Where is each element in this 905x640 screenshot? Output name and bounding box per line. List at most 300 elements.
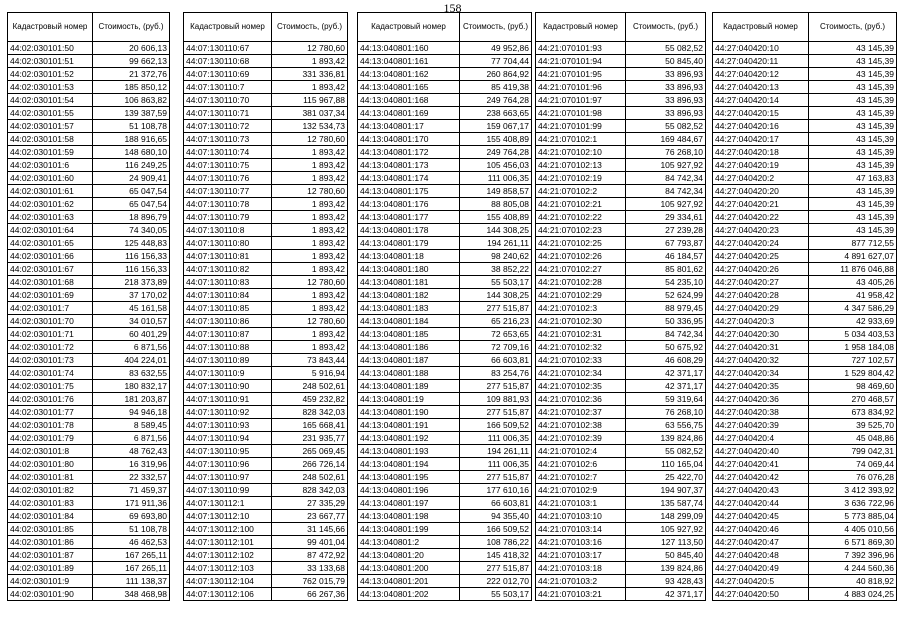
cost-cell: 43 145,39: [809, 107, 897, 120]
cost-cell: 115 967,88: [272, 94, 348, 107]
table-row: [184, 341, 348, 354]
cost-cell: 55 082,52: [626, 445, 706, 458]
table-row: [184, 471, 348, 484]
table-row: [8, 172, 170, 185]
cost-cell: 260 864,92: [460, 68, 532, 81]
table-row: [713, 536, 897, 549]
cadastral-number-cell: 44:13:040801:185: [358, 328, 460, 341]
cadastral-number-cell: 44:02:030101:67: [8, 263, 93, 276]
cost-cell: 40 818,92: [809, 575, 897, 588]
table-row: [358, 120, 532, 133]
cadastral-number-cell: 44:21:070102:31: [536, 328, 626, 341]
cost-cell: 49 952,86: [460, 42, 532, 55]
cost-cell: 45 048,86: [809, 432, 897, 445]
cost-cell: 381 037,34: [272, 107, 348, 120]
table-row: [184, 406, 348, 419]
cadastral-number-cell: 44:02:030101:87: [8, 549, 93, 562]
table-row: [184, 224, 348, 237]
table-row: [713, 302, 897, 315]
cost-cell: 22 332,57: [93, 471, 170, 484]
table-row: [184, 107, 348, 120]
cadastral-number-cell: 44:07:130110:95: [184, 445, 272, 458]
table-row: [536, 354, 706, 367]
cost-table-4: [535, 12, 706, 601]
table-row: [536, 523, 706, 536]
table-row: [358, 42, 532, 55]
cadastral-number-cell: 44:02:030101:89: [8, 562, 93, 575]
table-row: [358, 55, 532, 68]
cadastral-number-cell: 44:13:040801:20: [358, 549, 460, 562]
cost-cell: 93 428,43: [626, 575, 706, 588]
cadastral-number-cell: 44:07:130112:103: [184, 562, 272, 575]
table-row: [184, 445, 348, 458]
table-row: [8, 380, 170, 393]
table-row: [184, 393, 348, 406]
cadastral-number-cell: 44:07:130110:89: [184, 354, 272, 367]
table-row: [536, 276, 706, 289]
cost-cell: 135 587,74: [626, 497, 706, 510]
cadastral-number-cell: 44:27:040420:44: [713, 497, 809, 510]
cadastral-number-cell: 44:13:040801:177: [358, 211, 460, 224]
table-row: [713, 133, 897, 146]
cadastral-number-cell: 44:27:040420:20: [713, 185, 809, 198]
cost-cell: 149 858,57: [460, 185, 532, 198]
cost-cell: 116 249,25: [93, 159, 170, 172]
table-row: [358, 575, 532, 588]
cadastral-number-cell: 44:13:040801:186: [358, 341, 460, 354]
table-row: [358, 224, 532, 237]
cost-cell: 132 534,73: [272, 120, 348, 133]
table-row: [536, 211, 706, 224]
cost-cell: 43 145,39: [809, 198, 897, 211]
table-row: [536, 484, 706, 497]
table-row: [184, 432, 348, 445]
cost-cell: 85 801,62: [626, 263, 706, 276]
table-row: [358, 484, 532, 497]
cost-cell: 165 668,41: [272, 419, 348, 432]
cadastral-number-cell: 44:21:070102:23: [536, 224, 626, 237]
cost-cell: 72 709,16: [460, 341, 532, 354]
table-row: [713, 393, 897, 406]
cost-cell: 84 742,34: [626, 328, 706, 341]
cadastral-number-cell: 44:02:030101:86: [8, 536, 93, 549]
table-row: [358, 406, 532, 419]
table-row: [184, 380, 348, 393]
cost-cell: 111 006,35: [460, 432, 532, 445]
cadastral-number-cell: 44:13:040801:165: [358, 81, 460, 94]
cadastral-number-cell: 44:02:030101:79: [8, 432, 93, 445]
table-row: [8, 120, 170, 133]
cadastral-number-cell: 44:13:040801:181: [358, 276, 460, 289]
cadastral-number-cell: 44:07:130110:74: [184, 146, 272, 159]
cost-cell: 1 893,42: [272, 250, 348, 263]
page-number: 158: [443, 1, 462, 15]
cadastral-number-cell: 44:13:040801:182: [358, 289, 460, 302]
cost-cell: 111 006,35: [460, 458, 532, 471]
table-row: [8, 81, 170, 94]
cost-cell: 50 845,40: [626, 55, 706, 68]
cost-cell: 248 502,61: [272, 380, 348, 393]
cadastral-number-cell: 44:02:030101:61: [8, 185, 93, 198]
cost-cell: 43 145,39: [809, 42, 897, 55]
cost-cell: 65 047,54: [93, 198, 170, 211]
cost-cell: 185 850,12: [93, 81, 170, 94]
table-row: [8, 211, 170, 224]
cadastral-number-cell: 44:07:130112:102: [184, 549, 272, 562]
cadastral-number-cell: 44:07:130110:83: [184, 276, 272, 289]
table-row: [184, 198, 348, 211]
table-row: [8, 497, 170, 510]
cost-cell: 24 909,41: [93, 172, 170, 185]
cadastral-number-cell: 44:21:070102:36: [536, 393, 626, 406]
table-row: [8, 575, 170, 588]
table-row: [536, 263, 706, 276]
cost-cell: 34 010,57: [93, 315, 170, 328]
cost-cell: 50 845,40: [626, 549, 706, 562]
cost-cell: 1 893,42: [272, 302, 348, 315]
table-row: [536, 94, 706, 107]
cadastral-number-cell: 44:27:040420:11: [713, 55, 809, 68]
cost-cell: 799 042,31: [809, 445, 897, 458]
cost-cell: 167 265,11: [93, 549, 170, 562]
cost-cell: 54 235,10: [626, 276, 706, 289]
header-cadastral-number: Кадастровый номер: [184, 13, 272, 42]
table-row: [536, 445, 706, 458]
cost-cell: 108 786,22: [460, 536, 532, 549]
cadastral-number-cell: 44:27:040420:50: [713, 588, 809, 601]
cost-cell: 66 267,36: [272, 588, 348, 601]
cost-cell: 60 401,29: [93, 328, 170, 341]
cost-cell: 1 529 804,42: [809, 367, 897, 380]
cadastral-number-cell: 44:02:030101:54: [8, 94, 93, 107]
cost-cell: 76 076,28: [809, 471, 897, 484]
table-row: [536, 419, 706, 432]
cadastral-number-cell: 44:27:040420:19: [713, 159, 809, 172]
table-row: [358, 523, 532, 536]
cost-cell: 105 927,92: [626, 198, 706, 211]
table-row: [184, 328, 348, 341]
table-row: [358, 159, 532, 172]
cadastral-number-cell: 44:02:030101:70: [8, 315, 93, 328]
cadastral-number-cell: 44:02:030101:9: [8, 575, 93, 588]
table-row: [358, 315, 532, 328]
table-row: [536, 510, 706, 523]
cadastral-number-cell: 44:02:030101:53: [8, 81, 93, 94]
cadastral-number-cell: 44:02:030101:7: [8, 302, 93, 315]
table-row: [358, 354, 532, 367]
cadastral-number-cell: 44:13:040801:187: [358, 354, 460, 367]
cadastral-number-cell: 44:13:040801:193: [358, 445, 460, 458]
cadastral-number-cell: 44:27:040420:47: [713, 536, 809, 549]
cost-cell: 51 108,78: [93, 523, 170, 536]
cost-cell: 21 372,76: [93, 68, 170, 81]
cost-cell: 76 268,10: [626, 406, 706, 419]
table-row: [358, 172, 532, 185]
table-row: [713, 562, 897, 575]
cadastral-number-cell: 44:21:070102:7: [536, 471, 626, 484]
cadastral-number-cell: 44:02:030101:64: [8, 224, 93, 237]
table-row: [536, 159, 706, 172]
table-row: [8, 510, 170, 523]
table-row: [8, 445, 170, 458]
cadastral-number-cell: 44:02:030101:55: [8, 107, 93, 120]
cadastral-number-cell: 44:02:030101:65: [8, 237, 93, 250]
cadastral-number-cell: 44:02:030101:52: [8, 68, 93, 81]
cadastral-number-cell: 44:07:130110:96: [184, 458, 272, 471]
table-row: [358, 276, 532, 289]
cost-cell: 1 893,42: [272, 198, 348, 211]
cost-cell: 4 347 586,29: [809, 302, 897, 315]
cadastral-number-cell: 44:21:070102:13: [536, 159, 626, 172]
cost-cell: 12 780,60: [272, 185, 348, 198]
cost-cell: 109 881,93: [460, 393, 532, 406]
cost-cell: 148 299,09: [626, 510, 706, 523]
cost-cell: 43 145,39: [809, 224, 897, 237]
cost-cell: 248 502,61: [272, 471, 348, 484]
table-row: [713, 380, 897, 393]
table-row: [358, 471, 532, 484]
table-row: [713, 549, 897, 562]
cadastral-number-cell: 44:27:040420:3: [713, 315, 809, 328]
cost-cell: 459 232,82: [272, 393, 348, 406]
cost-cell: 73 843,44: [272, 354, 348, 367]
cadastral-number-cell: 44:27:040420:24: [713, 237, 809, 250]
cost-cell: 249 764,28: [460, 146, 532, 159]
cadastral-number-cell: 44:07:130110:81: [184, 250, 272, 263]
cadastral-number-cell: 44:07:130110:73: [184, 133, 272, 146]
cadastral-number-cell: 44:07:130110:68: [184, 55, 272, 68]
table-row: [184, 575, 348, 588]
table-row: [358, 419, 532, 432]
cadastral-number-cell: 44:02:030101:59: [8, 146, 93, 159]
table-row: [536, 562, 706, 575]
table-row: [8, 42, 170, 55]
cadastral-number-cell: 44:13:040801:160: [358, 42, 460, 55]
table-row: [358, 510, 532, 523]
cost-cell: 74 340,05: [93, 224, 170, 237]
cost-cell: 148 680,10: [93, 146, 170, 159]
table-row: [184, 484, 348, 497]
table-row: [8, 484, 170, 497]
cost-cell: 181 203,87: [93, 393, 170, 406]
table-row: [184, 159, 348, 172]
table-row: [536, 185, 706, 198]
table-row: [713, 575, 897, 588]
cadastral-number-cell: 44:13:040801:180: [358, 263, 460, 276]
cost-cell: 23 667,77: [272, 510, 348, 523]
cadastral-number-cell: 44:27:040420:14: [713, 94, 809, 107]
cost-cell: 6 571 869,30: [809, 536, 897, 549]
table-row: [536, 536, 706, 549]
table-row: [8, 549, 170, 562]
table-row: [184, 237, 348, 250]
table-row: [536, 393, 706, 406]
table-row: [713, 354, 897, 367]
table-row: [358, 81, 532, 94]
cadastral-number-cell: 44:21:070103:16: [536, 536, 626, 549]
cost-cell: 71 459,37: [93, 484, 170, 497]
header-cadastral-number: Кадастровый номер: [8, 13, 93, 42]
cadastral-number-cell: 44:13:040801:194: [358, 458, 460, 471]
table-row: [184, 588, 348, 601]
table-row: [358, 328, 532, 341]
cadastral-number-cell: 44:02:030101:82: [8, 484, 93, 497]
cost-cell: 12 780,60: [272, 42, 348, 55]
table-row: [184, 458, 348, 471]
cost-cell: 43 145,39: [809, 81, 897, 94]
cadastral-number-cell: 44:27:040420:25: [713, 250, 809, 263]
header-cost: Стоимость, (руб.): [626, 13, 706, 42]
table-row: [8, 55, 170, 68]
cost-cell: 194 907,37: [626, 484, 706, 497]
cadastral-number-cell: 44:13:040801:161: [358, 55, 460, 68]
cadastral-number-cell: 44:07:130110:91: [184, 393, 272, 406]
cost-cell: 194 261,11: [460, 237, 532, 250]
cadastral-number-cell: 44:27:040420:4: [713, 432, 809, 445]
cadastral-number-cell: 44:07:130110:7: [184, 81, 272, 94]
cost-cell: 65 047,54: [93, 185, 170, 198]
cadastral-number-cell: 44:07:130110:67: [184, 42, 272, 55]
cadastral-number-cell: 44:27:040420:40: [713, 445, 809, 458]
cost-cell: 50 336,95: [626, 315, 706, 328]
cost-cell: 277 515,87: [460, 302, 532, 315]
cadastral-number-cell: 44:21:070102:30: [536, 315, 626, 328]
cost-cell: 166 509,52: [460, 523, 532, 536]
cost-cell: 46 184,57: [626, 250, 706, 263]
table-row: [8, 367, 170, 380]
cadastral-number-cell: 44:27:040420:16: [713, 120, 809, 133]
cost-cell: 84 742,34: [626, 185, 706, 198]
header-cost: Стоимость, (руб.): [460, 13, 532, 42]
cost-cell: 46 608,29: [626, 354, 706, 367]
table-row: [536, 224, 706, 237]
cost-cell: 20 606,13: [93, 42, 170, 55]
cadastral-number-cell: 44:21:070101:98: [536, 107, 626, 120]
table-row: [8, 68, 170, 81]
cadastral-number-cell: 44:02:030101:77: [8, 406, 93, 419]
cadastral-number-cell: 44:27:040420:30: [713, 328, 809, 341]
cadastral-number-cell: 44:27:040420:38: [713, 406, 809, 419]
cadastral-number-cell: 44:27:040420:23: [713, 224, 809, 237]
table-row: [536, 68, 706, 81]
cost-cell: 72 653,65: [460, 328, 532, 341]
table-row: [358, 302, 532, 315]
cost-cell: 98 240,62: [460, 250, 532, 263]
table-row: [713, 315, 897, 328]
cadastral-number-cell: 44:02:030101:76: [8, 393, 93, 406]
cost-cell: 59 319,64: [626, 393, 706, 406]
cadastral-number-cell: 44:13:040801:162: [358, 68, 460, 81]
table-row: [713, 276, 897, 289]
cadastral-number-cell: 44:02:030101:62: [8, 198, 93, 211]
table-row: [358, 146, 532, 159]
cadastral-number-cell: 44:21:070102:3: [536, 302, 626, 315]
cadastral-number-cell: 44:07:130110:87: [184, 328, 272, 341]
cadastral-number-cell: 44:13:040801:178: [358, 224, 460, 237]
cadastral-number-cell: 44:07:130110:75: [184, 159, 272, 172]
table-row: [713, 42, 897, 55]
cost-cell: 673 834,92: [809, 406, 897, 419]
cadastral-number-cell: 44:02:030101:78: [8, 419, 93, 432]
cadastral-number-cell: 44:21:070102:37: [536, 406, 626, 419]
table-row: [713, 94, 897, 107]
table-row: [358, 107, 532, 120]
table-row: [8, 471, 170, 484]
cost-cell: 270 468,57: [809, 393, 897, 406]
cost-cell: 5 916,94: [272, 367, 348, 380]
table-row: [8, 302, 170, 315]
table-row: [358, 133, 532, 146]
cadastral-number-cell: 44:02:030101:63: [8, 211, 93, 224]
cost-cell: 877 712,55: [809, 237, 897, 250]
cadastral-number-cell: 44:07:130110:82: [184, 263, 272, 276]
cost-cell: 16 319,96: [93, 458, 170, 471]
cadastral-number-cell: 44:21:070102:2: [536, 185, 626, 198]
cadastral-number-cell: 44:07:130110:78: [184, 198, 272, 211]
table-row: [184, 419, 348, 432]
cadastral-number-cell: 44:02:030101:73: [8, 354, 93, 367]
cadastral-number-cell: 44:27:040420:18: [713, 146, 809, 159]
cadastral-number-cell: 44:02:030101:60: [8, 172, 93, 185]
cost-cell: 4 244 560,36: [809, 562, 897, 575]
table-row: [184, 55, 348, 68]
table-row: [184, 250, 348, 263]
cost-cell: 45 161,58: [93, 302, 170, 315]
header-cost: Стоимость, (руб.): [93, 13, 170, 42]
table-header-row: [184, 13, 348, 42]
cost-cell: 348 468,98: [93, 588, 170, 601]
table-row: [713, 237, 897, 250]
table-row: [358, 263, 532, 276]
cost-cell: 231 935,77: [272, 432, 348, 445]
cost-cell: 47 163,83: [809, 172, 897, 185]
cadastral-number-cell: 44:13:040801:172: [358, 146, 460, 159]
cost-cell: 46 462,53: [93, 536, 170, 549]
table-row: [358, 94, 532, 107]
table-row: [358, 237, 532, 250]
table-row: [536, 588, 706, 601]
table-row: [184, 289, 348, 302]
cadastral-number-cell: 44:02:030101:68: [8, 276, 93, 289]
cost-cell: 33 896,93: [626, 68, 706, 81]
cadastral-number-cell: 44:21:070102:34: [536, 367, 626, 380]
table-row: [536, 237, 706, 250]
cost-cell: 277 515,87: [460, 406, 532, 419]
cost-cell: 12 780,60: [272, 276, 348, 289]
table-row: [358, 380, 532, 393]
cost-cell: 105 927,92: [626, 159, 706, 172]
cadastral-number-cell: 44:21:070102:9: [536, 484, 626, 497]
cost-cell: 111 138,37: [93, 575, 170, 588]
cadastral-number-cell: 44:07:130110:84: [184, 289, 272, 302]
cadastral-number-cell: 44:02:030101:81: [8, 471, 93, 484]
cadastral-number-cell: 44:27:040420:35: [713, 380, 809, 393]
table-row: [536, 107, 706, 120]
table-row: [358, 211, 532, 224]
cost-cell: 33 133,68: [272, 562, 348, 575]
cadastral-number-cell: 44:07:130110:94: [184, 432, 272, 445]
table-row: [184, 510, 348, 523]
header-cost: Стоимость, (руб.): [272, 13, 348, 42]
cadastral-number-cell: 44:07:130110:80: [184, 237, 272, 250]
cost-cell: 43 145,39: [809, 146, 897, 159]
cadastral-number-cell: 44:07:130110:88: [184, 341, 272, 354]
table-row: [184, 185, 348, 198]
table-row: [713, 55, 897, 68]
cost-cell: 29 334,61: [626, 211, 706, 224]
cadastral-number-cell: 44:07:130110:86: [184, 315, 272, 328]
cost-cell: 84 742,34: [626, 172, 706, 185]
